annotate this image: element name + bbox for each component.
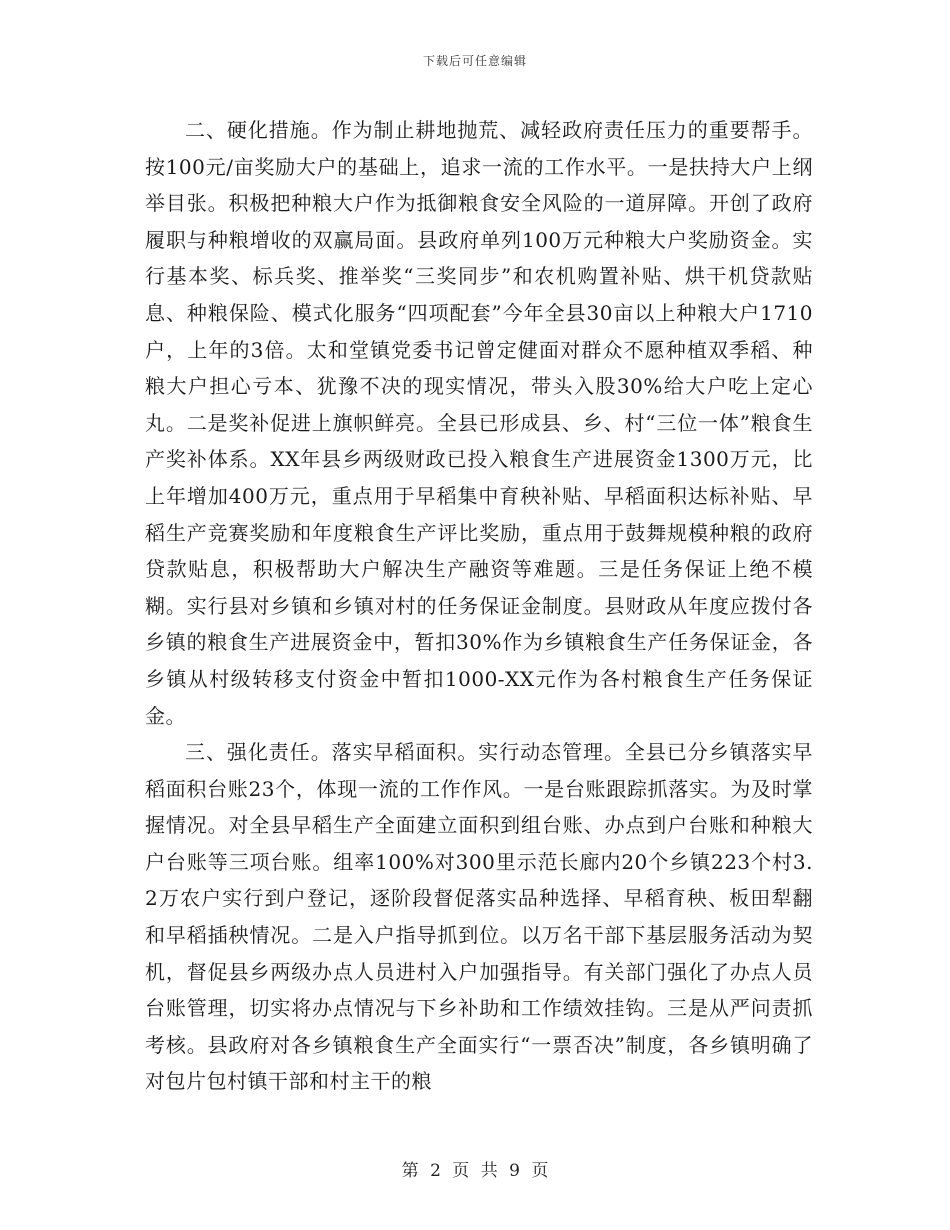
paragraph-responsibility: 三、强化责任。落实早稻面积。实行动态管理。全县已分乡镇落实早稻面积台账23个，体现一流的工作作风。一是台账跟踪抓落实。为及时掌握情况。对全县早稻生产全面建立面积到组台账、办点到户台账和种粮大户台账等三项台账。组率100%对300里示范长廊内20个乡镇223个村3.2万农户实行到户登记，逐阶段督促落实品种选择、早稻育秧、板田犁翻和早稻插秧情况。二是入户指导抓到位。以万名干部下基层服务活动为契机，督促县乡两级办点人员进村入户加强指导。有关部门强化了办点人员台账管理，切实将办点情况与下乡补助和工作绩效挂钩。三是从严问责抓考核。县政府对各乡镇粮食生产全面实行“一票否决”制度，各乡镇明确了对包片包村镇干部和村主干的粮 [145, 740, 813, 1094]
page-header-note: 下载后可任意编辑 [422, 54, 527, 68]
paragraph-measures: 二、硬化措施。作为制止耕地抛荒、减轻政府责任压力的重要帮手。按100元/亩奖励大户的基础上，追求一流的工作水平。一是扶持大户上纲举目张。积极把种粮大户作为抵御粮食安全风险的一道屏障。开创了政府履职与种粮增收的双赢局面。县政府单列100万元种粮大户奖励资金。实行基本奖、标兵奖、推举奖“三奖同步”和农机购置补贴、烘干机贷款贴息、种粮保险、模式化服务“四项配套”今年全县30亩以上种粮大户1710户，上年的3倍。太和堂镇党委书记曾定健面对群众不愿种植双季稻、种粮大户担心亏本、犹豫不决的现实情况，带头入股30%给大户吃上定心丸。二是奖补促进上旗帜鲜亮。全县已形成县、乡、村“三位一体”粮食生产奖补体系。XX年县乡两级财政已投入粮食生产进展资金1300万元，比上年增加400万元，重点用于早稻集中育秧补贴、早稻面积达标补贴、早稻生产竞赛奖励和年度粮食生产评比奖励，重点用于鼓舞规模种粮的政府贷款贴息，积极帮助大户解决生产融资等难题。三是任务保证上绝不模糊。实行县对乡镇和乡镇对村的任务保证金制度。县财政从年度应拨付各乡镇的粮食生产进展资金中，暂扣30%作为乡镇粮食生产任务保证金，各乡镇从村级转移支付资金中暂扣1000-XX元作为各村粮食生产任务保证金。 [145, 118, 813, 728]
document-body [145, 112, 813, 1100]
page-number: 第 2 页 共 9 页 [401, 1161, 549, 1181]
